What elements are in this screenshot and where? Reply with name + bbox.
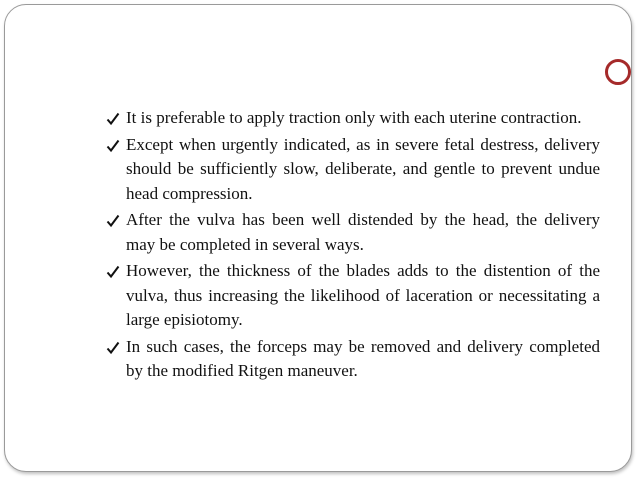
bullet-item xyxy=(106,208,600,257)
bullet-text: However, the thickness of the blades adds to the distention of the vulva, thus increasing the likelihood of laceration or necessitating a large episiotomy. xyxy=(126,261,600,329)
checkmark-icon xyxy=(106,214,120,228)
checkmark-icon xyxy=(106,341,120,355)
checkmark-icon xyxy=(106,139,120,153)
bullet-list xyxy=(106,106,600,386)
bullet-text: In such cases, the forceps may be removed and delivery completed by the modified Ritgen maneuver. xyxy=(126,336,600,380)
bullet-text: Except when urgently indicated, as in severe fetal destress, delivery should be sufficiently slow, deliberate, and gentle to prevent undue head compression. xyxy=(126,134,600,203)
checkmark-icon xyxy=(106,112,120,126)
bullet-item xyxy=(106,106,600,131)
bullet-text: After the vulva has been well distended by the head, the delivery may be completed in several ways. xyxy=(126,210,600,254)
checkmark-icon xyxy=(106,265,120,279)
accent-circle xyxy=(605,59,631,85)
bullet-item xyxy=(106,335,600,384)
bullet-item xyxy=(106,259,600,333)
bullet-item xyxy=(106,133,600,207)
bullet-text: It is preferable to apply traction only with each uterine contraction. xyxy=(126,108,582,127)
